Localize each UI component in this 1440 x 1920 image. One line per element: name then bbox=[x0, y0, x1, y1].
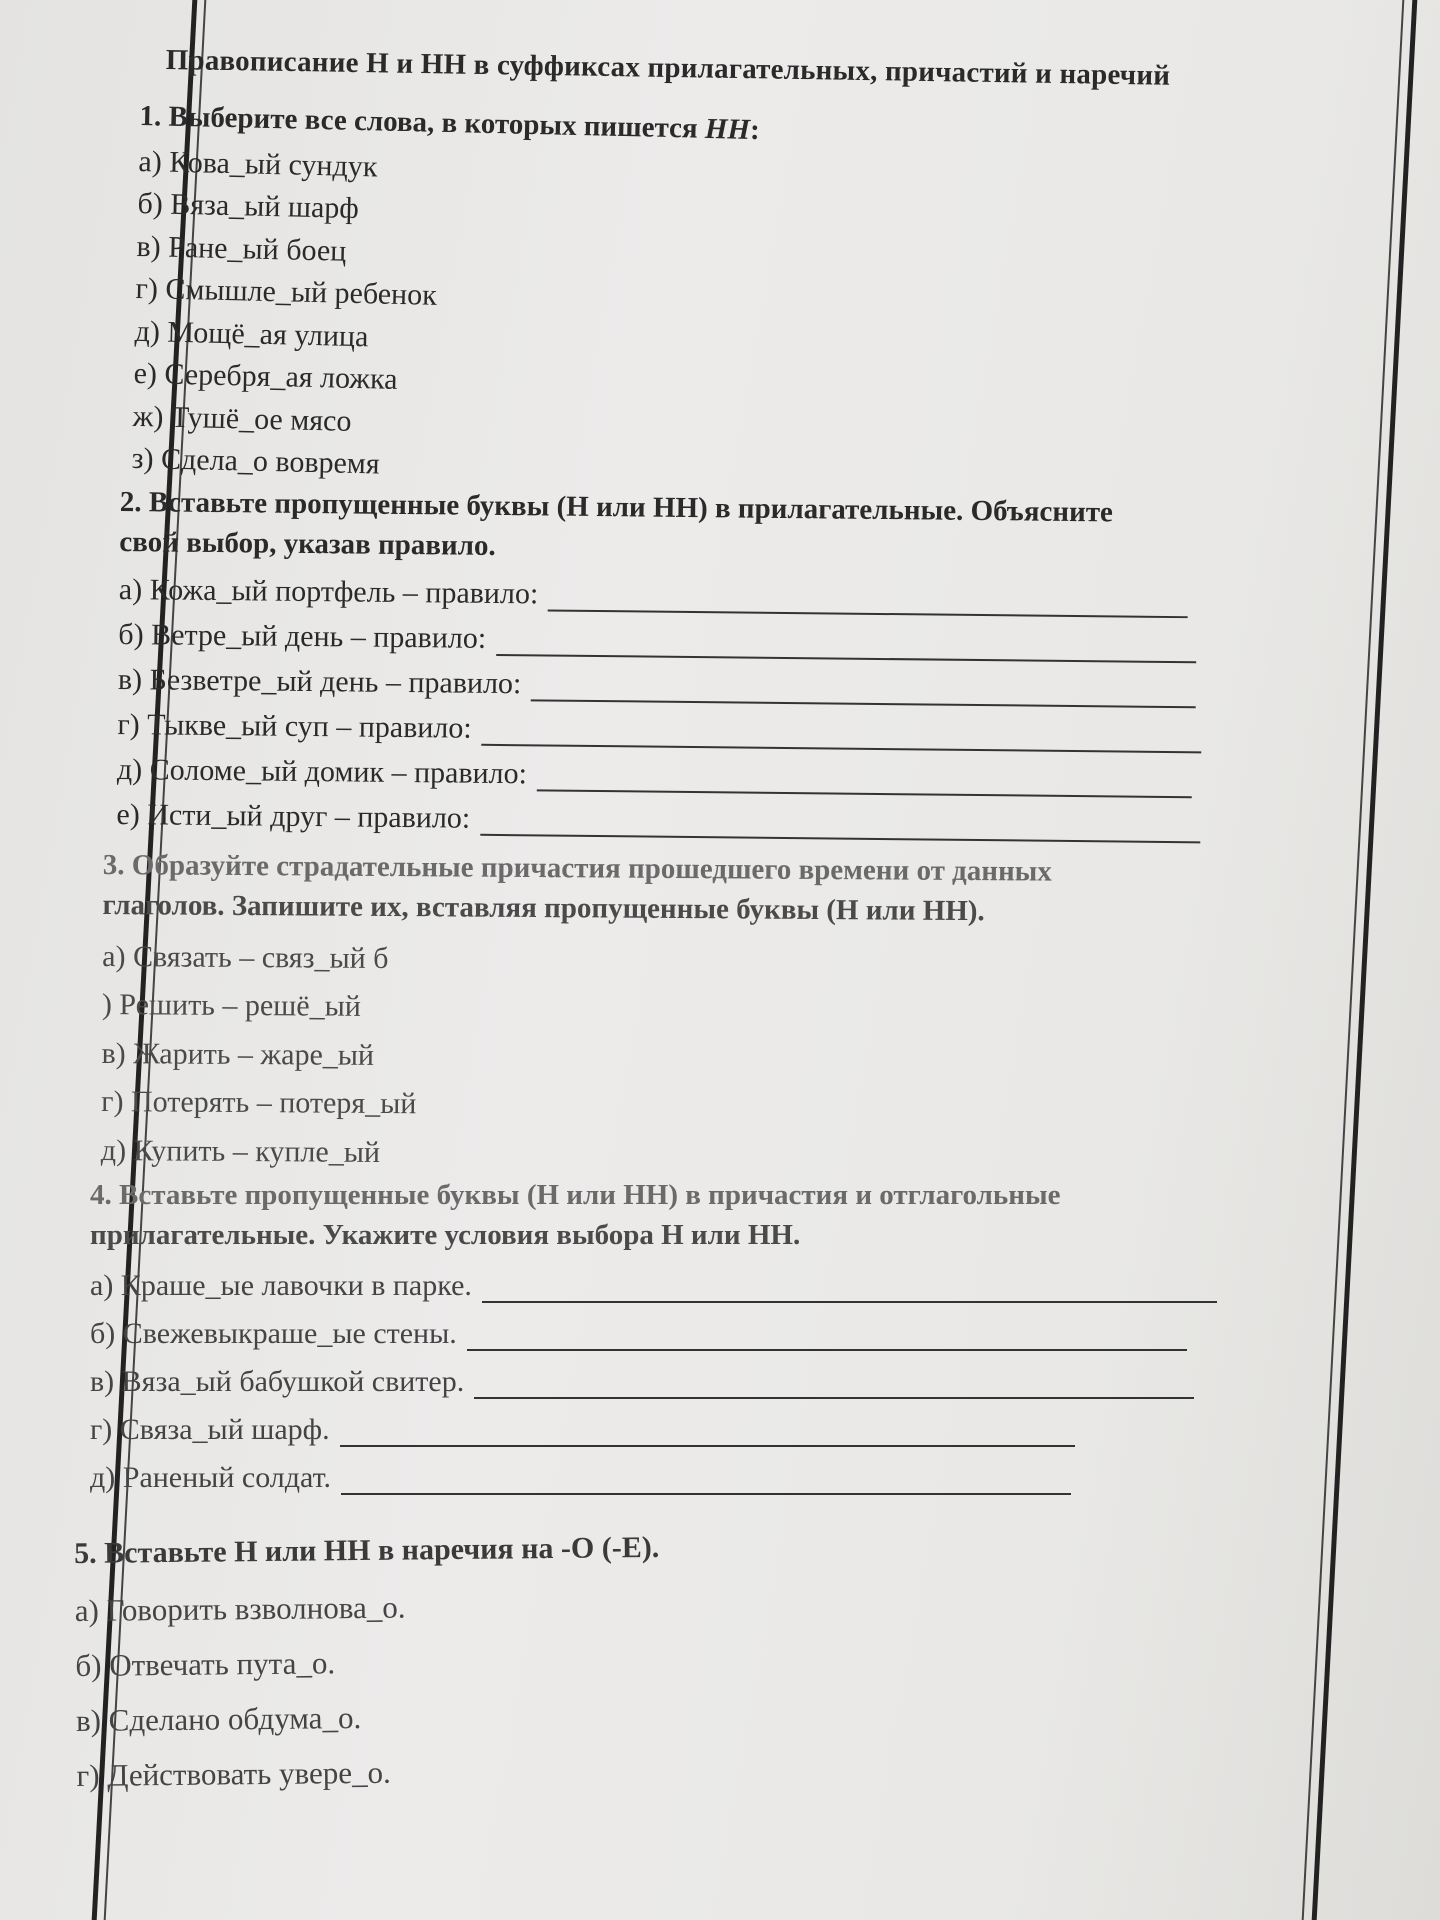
question-3-heading-line2: глаголов. Запишите их, вставляя пропущенные буквы (Н или НН). bbox=[102, 888, 985, 928]
question-1-item: г) Смышле_ый ребенок bbox=[135, 271, 438, 312]
question-2-item-text: а) Кожа_ый портфель – правило: bbox=[118, 572, 539, 611]
question-4-item-text: д) Раненый солдат. bbox=[90, 1461, 331, 1494]
question-3-heading-line1: 3. Образуйте страдательные причастия прошедшего времени от данных bbox=[102, 848, 1052, 888]
question-4-heading-line2: прилагательные. Укажите условия выбора Н или НН. bbox=[90, 1219, 801, 1251]
question-2-heading-line1: 2. Вставьте пропущенные буквы (Н или НН) в прилагательные. Объясните bbox=[119, 485, 1114, 529]
question-3-item: ) Решить – решё_ый bbox=[101, 987, 361, 1023]
question-4-item bbox=[90, 1399, 1217, 1447]
question-1-item: д) Мощё_ая улица bbox=[134, 314, 369, 353]
question-1-item: а) Кова_ый сундук bbox=[138, 144, 378, 183]
question-1 bbox=[131, 96, 760, 490]
question-4 bbox=[90, 1175, 1217, 1495]
question-5-item: а) Говорить взволнова_о. bbox=[74, 1589, 406, 1628]
question-1-heading-text: 1. Выберите все слова, в которых пишется bbox=[139, 99, 706, 145]
question-1-item: в) Ране_ый боец bbox=[136, 229, 347, 268]
answer-line[interactable] bbox=[480, 808, 1200, 844]
question-1-heading-emphasis: НН bbox=[704, 112, 751, 146]
question-5-item: г) Действовать увере_о. bbox=[76, 1754, 391, 1793]
question-2-item-text: б) Ветре_ый день – правило: bbox=[118, 617, 487, 655]
answer-line[interactable] bbox=[341, 1467, 1071, 1495]
question-4-item-text: б) Свежевыкраше_ые стены. bbox=[90, 1317, 457, 1350]
answer-line[interactable] bbox=[340, 1419, 1075, 1447]
question-1-item: е) Серебря_ая ложка bbox=[133, 356, 398, 396]
question-4-heading-line1: 4. Вставьте пропущенные буквы (Н или НН) в причастия и отглагольные bbox=[90, 1179, 1061, 1211]
question-2-item-text: е) Исти_ый друг – правило: bbox=[116, 797, 471, 835]
question-4-item bbox=[90, 1351, 1217, 1399]
question-5 bbox=[74, 1528, 662, 1794]
question-3-item: а) Связать – связ_ый б bbox=[102, 939, 389, 975]
question-4-item-text: а) Краше_ые лавочки в парке. bbox=[90, 1269, 472, 1302]
question-1-item: б) Вяза_ый шарф bbox=[137, 186, 360, 225]
question-5-heading: 5. Вставьте Н или НН в наречия на -О (-Е). bbox=[74, 1530, 660, 1570]
question-3-item: в) Жарить – жаре_ый bbox=[101, 1036, 375, 1072]
question-4-item bbox=[90, 1255, 1217, 1303]
question-2-item-text: г) Тыкве_ый суп – правило: bbox=[117, 707, 472, 745]
question-1-item: ж) Тушё_ое мясо bbox=[132, 399, 352, 438]
question-4-item-text: г) Связа_ый шарф. bbox=[90, 1413, 330, 1446]
question-4-item-text: в) Вяза_ый бабушкой свитер. bbox=[90, 1365, 465, 1398]
question-2-item-text: д) Соломе_ый домик – правило: bbox=[116, 752, 528, 791]
answer-line[interactable] bbox=[467, 1323, 1187, 1351]
question-5-item: в) Сделано обдума_о. bbox=[75, 1700, 362, 1738]
question-2-item-text: в) Безветре_ый день – правило: bbox=[117, 662, 522, 701]
question-2 bbox=[116, 482, 1204, 843]
question-1-item: з) Сдела_о вовремя bbox=[131, 441, 381, 481]
worksheet-title: Правописание Н и НН в суффиксах прилагательных, причастий и наречий bbox=[165, 44, 1171, 92]
question-1-heading-colon: : bbox=[749, 113, 761, 147]
answer-line[interactable] bbox=[474, 1371, 1194, 1399]
question-5-item: б) Отвечать пута_о. bbox=[75, 1645, 336, 1683]
question-4-item bbox=[90, 1303, 1217, 1351]
question-3-item: д) Купить – купле_ый bbox=[100, 1133, 381, 1169]
question-3 bbox=[101, 845, 1052, 1174]
question-2-heading-line2: свой выбор, указав правило. bbox=[119, 525, 496, 562]
question-3-item: г) Потерять – потеря_ый bbox=[101, 1084, 417, 1121]
question-4-item bbox=[90, 1447, 1217, 1495]
answer-line[interactable] bbox=[482, 1275, 1217, 1303]
